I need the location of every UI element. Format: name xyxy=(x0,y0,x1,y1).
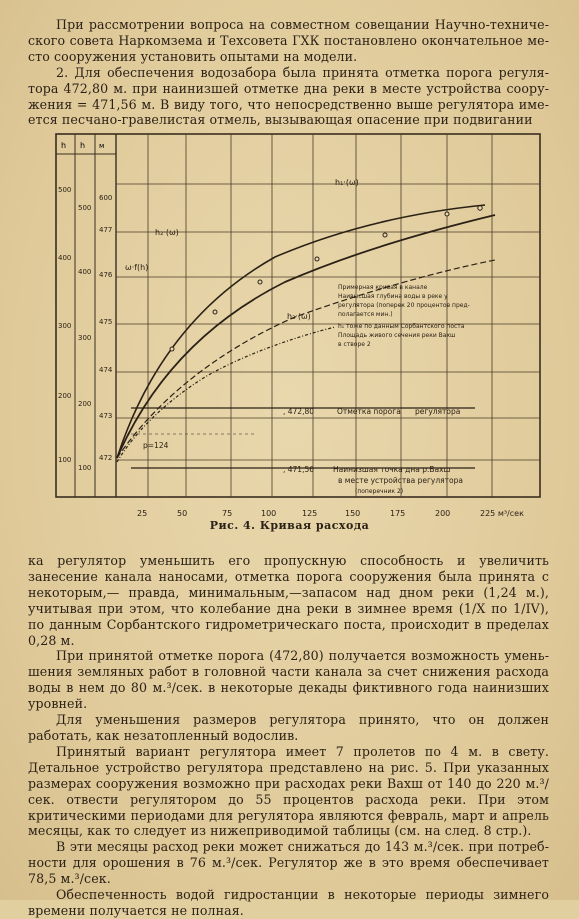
level-label: в месте устройства регулятора xyxy=(338,476,463,485)
x-tick: 75 xyxy=(222,509,233,518)
paragraph: Обеспеченность водой гидростанции в некоторые периоды зимнего времени получается не полная. xyxy=(28,887,549,918)
scale-a-tick: 500 xyxy=(58,186,72,194)
level-label: Наинизшая точка дна р.Вахш xyxy=(333,465,451,474)
x-tick: 150 xyxy=(345,509,361,518)
scale-b-tick: 500 xyxy=(78,204,92,212)
paragraph: При рассмотрении вопроса на совместном совещании Научно-технического совета Наркомзема и Техсовета ГХК постановлено окончательное место сооружения установить опытами на модели. xyxy=(28,17,549,64)
scale-c-tick: 473 xyxy=(99,412,113,420)
level-label: , 472,80 xyxy=(283,407,315,416)
x-tick: 225 м³/сек xyxy=(480,509,524,518)
scale-c-tick: 474 xyxy=(99,366,113,374)
x-tick: 25 xyxy=(137,509,148,518)
legend-line: Площадь живого сечения реки Вахш xyxy=(338,332,456,339)
scale-c-tick: 600 xyxy=(99,194,113,202)
scale-c-tick: 476 xyxy=(99,271,113,279)
figure-caption: Рис. 4. Кривая расхода xyxy=(209,519,370,532)
header-label: h xyxy=(61,141,67,150)
top-text-block xyxy=(28,17,549,128)
paragraph: При принятой отметке порога (472,80) получается возможность уменьшения земляных работ в головной части канала за счет снижения расхода воды в нем до 80 м.³/сек. в некоторые декады фиктивного года наинизших уровней. xyxy=(28,648,549,712)
curve-label: h₃·(ω) xyxy=(287,312,311,321)
curve-label: ω·f(h) xyxy=(125,263,149,272)
curve-label: h₁·(ω) xyxy=(335,178,359,187)
curve-h3 xyxy=(117,260,495,458)
header-label: h xyxy=(80,141,86,150)
paragraph: В эти месяцы расход реки может снижаться до 143 м.³/сек. при потребности для орошения в 76 м.³/сек. Регулятор же в это время обеспечивает 78,5 м.³/сек. xyxy=(28,839,549,887)
legend-line: Примерная кривая в канале xyxy=(338,284,428,291)
scale-b-tick: 400 xyxy=(78,268,92,276)
scale-b-tick: 300 xyxy=(78,334,92,342)
paragraph: Для уменьшения размеров регулятора принято, что он должен работать, как незатопленный водослив. xyxy=(28,712,549,743)
x-tick: 100 xyxy=(261,509,277,518)
legend-line: h₁ тоже по данным Сорбантского поста xyxy=(338,323,465,330)
paragraph: Принятый вариант регулятора имеет 7 пролетов по 4 м. в свету. Детальное устройство регулятора представлено на рис. 5. При указанных размерах сооружения возможно при расходах реки Вахш от 140 до 220 м.³/сек. отвести регулятором до 55 процентов расхода реки. При этом критическими периодами для регулятора являются февраль, март и апрель месяцы, как то следует из нижеприводимой таблицы (см. на след. 8 стр.). xyxy=(28,743,549,839)
legend-line: Наивысшая глубина воды в реке у xyxy=(338,293,448,300)
scale-c-tick: 475 xyxy=(99,318,113,326)
grid-horizontal xyxy=(116,184,540,460)
header-label: м xyxy=(99,142,105,150)
legend-line: полагается мин.) xyxy=(338,311,393,318)
x-tick: 200 xyxy=(435,509,451,518)
scale-a-tick: 100 xyxy=(58,456,72,464)
bottom-text-block xyxy=(28,553,549,919)
curve-label: h₂·(ω) xyxy=(155,228,179,237)
legend-line: регулятора (поперек 20 процентов пред- xyxy=(338,302,470,309)
paragraph: 2. Для обеспечения водозабора была принята отметка порога регулятора 472,80 м. при наинизшей отметке дна реки в месте устройства сооружения = 471,56 м. В виду того, что непосредственно выше регулятора имеется песчано-гравелистая отмель, вызывающая опасение при подвигании xyxy=(28,64,549,128)
level-label: (поперечник 2) xyxy=(355,488,404,495)
scale-a-tick: 200 xyxy=(58,392,72,400)
x-tick: 175 xyxy=(390,509,406,518)
level-label: , 471,56 xyxy=(283,465,315,474)
scale-b-tick: 100 xyxy=(78,464,92,472)
scale-c-tick: 472 xyxy=(99,454,113,462)
scale-a-tick: 400 xyxy=(58,254,72,262)
scale-a-tick: 300 xyxy=(58,322,72,330)
scale-b-tick: 200 xyxy=(78,400,92,408)
level-label: регулятора xyxy=(415,407,461,416)
legend-line: в створе 2 xyxy=(338,341,371,348)
paragraph: ка регулятор уменьшить его пропускную способность и увеличить занесение канала наносами, отметка порога сооружения была принята с некоторым,— правда, минимальным,—запасом над дном реки (1,24 м.), учитывая при этом, что колебание дна реки в зимнее время (1/Х по 1/IV), по данным Сорбантского гидрометрическаго поста, происходит в пределах 0,28 м. xyxy=(28,553,549,648)
x-tick: 50 xyxy=(177,509,188,518)
x-tick: 125 xyxy=(302,509,318,518)
discharge-curve-figure xyxy=(55,132,543,527)
level-label: Отметка порога xyxy=(337,407,401,416)
level-label: р=124 xyxy=(143,441,169,450)
scale-c-tick: 477 xyxy=(99,226,113,234)
